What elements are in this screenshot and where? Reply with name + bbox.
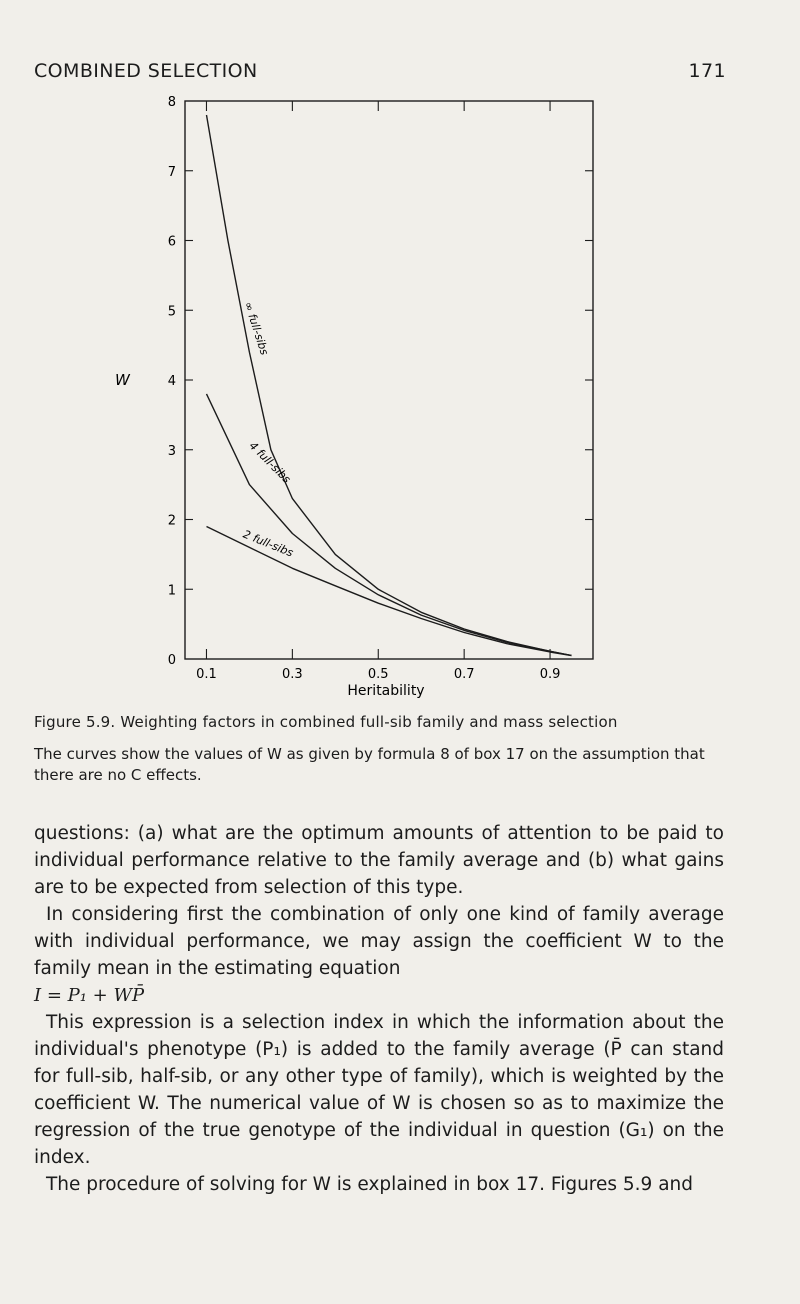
index-equation: I = P₁ + WP̄: [34, 985, 145, 1006]
plot-curves: [207, 115, 572, 656]
plot-frame: [185, 101, 593, 659]
x-tick-label: 0.1: [196, 667, 217, 682]
curve-labels: [241, 300, 295, 559]
paragraph-2: In considering first the combination of only one kind of family average with individual performance, we may assign the coefficient W to the family mean in the estimating equation: [34, 904, 724, 979]
y-tick-label: 4: [167, 374, 176, 389]
series-line-0: [207, 115, 572, 656]
x-tick-label: 0.5: [367, 667, 389, 682]
x-axis-label: Heritability: [347, 683, 425, 699]
x-tick-label: 0.3: [282, 667, 303, 682]
y-tick-label: 1: [167, 583, 176, 599]
y-tick-label: 5: [167, 304, 176, 320]
x-tick-label: 0.7: [453, 667, 475, 682]
y-axis-label: W: [115, 371, 130, 389]
body-text: [34, 820, 724, 1198]
paragraph-4: The procedure of solving for W is explained in box 17. Figures 5.9 and: [46, 1174, 694, 1195]
y-axis: [168, 95, 593, 668]
y-tick-label: 8: [167, 95, 176, 110]
figure-caption-text: The curves show the values of W as given by formula 8 of box 17 on the assumption that there are no C effects.: [34, 745, 705, 784]
y-tick-label: 6: [167, 234, 176, 250]
curve-label: 2 full-sibs: [241, 527, 296, 560]
y-tick-label: 0: [167, 653, 176, 668]
y-tick-label: 2: [167, 513, 176, 529]
curve-label: 4 full-sibs: [246, 439, 294, 486]
paragraph-1: questions: (a) what are the optimum amounts of attention to be paid to individual performance relative to the family average and (b) what gains are to be expected from selection of this type.: [34, 823, 724, 898]
paragraph-3: This expression is a selection index in which the information about the individual's phenotype (P₁) is added to the family average (P̄ can stand for full-sib, half-sib, or any other type of family), which is weighted by the coefficient W. The numerical value of W is chosen so as to maximize the regression of the true genotype of the individual in question (G₁) on the index.: [34, 1012, 724, 1168]
figure-caption-title: Figure 5.9. Weighting factors in combined full-sib family and mass selection: [34, 713, 618, 731]
y-tick-label: 7: [167, 164, 176, 180]
x-tick-label: 0.9: [539, 667, 561, 682]
curve-label: ∞ full-sibs: [241, 300, 271, 357]
y-tick-label: 3: [167, 443, 176, 459]
series-line-1: [207, 394, 572, 656]
page-number: 171: [688, 60, 726, 82]
section-title: COMBINED SELECTION: [34, 60, 258, 82]
